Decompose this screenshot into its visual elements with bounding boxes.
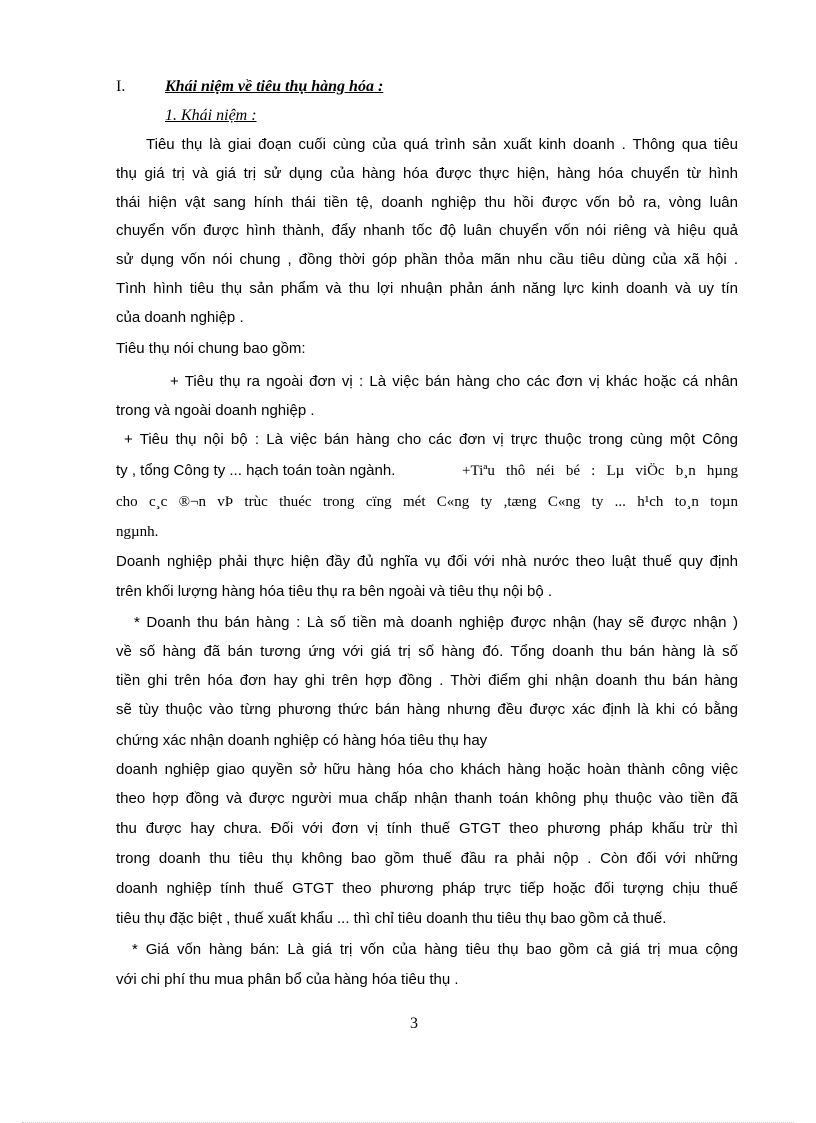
body-line: * Doanh thu bán hàng : Là số tiền mà doanh nghiệp được nhận (hay sẽ được nhận ) [134,614,738,631]
body-line: theo hợp đồng và được người mua chấp nhận thanh toán không phụ thuộc vào tiền đã [116,790,738,807]
body-line: với chi phí thu mua phân bổ của hàng hóa tiêu thụ . [116,971,459,988]
body-line: Tiêu thụ là giai đoạn cuối cùng của quá trình sản xuất kinh doanh . Thông qua tiêu [146,136,738,153]
body-line: sẽ tùy thuộc vào từng phương thức bán hàng nhưng đều được xác định là khi có bằng [116,701,738,718]
body-line: * Giá vốn hàng bán: Là giá trị vốn của hàng tiêu thụ bao gồm cả giá trị mua cộng [132,941,738,958]
body-line: chuyển vốn được hình thành, đẩy nhanh tốc độ luân chuyển vốn nói riêng và hiệu quả [116,222,738,239]
body-line: tiêu thụ đặc biệt , thuế xuất khẩu ... thì chỉ tiêu doanh thu tiêu thụ bao gồm cả thuế. [116,910,667,927]
body-line: thụ giá trị và giá trị sử dụng của hàng hóa được thực hiện, hàng hóa chuyển từ hình [116,165,738,182]
body-line: thái hiện vật sang hính thái tiền tệ, doanh nghiệp thu hồi được vốn bỏ ra, vòng luân [116,194,738,211]
section-title: Khái niệm về tiêu thụ hàng hóa : [165,78,384,95]
body-line: Tiêu thụ nói chung bao gồm: [116,340,306,357]
body-line: Doanh nghiệp phải thực hiện đầy đủ nghĩa vụ đối với nhà nước theo luật thuế quy định [116,553,738,570]
body-line: ty , tổng Công ty ... hạch toán toàn ngành. [116,462,396,479]
body-line: + Tiêu thụ nội bộ : Là việc bán hàng cho các đơn vị trực thuộc trong cùng một Công [124,431,738,448]
page-number: 3 [410,1015,418,1032]
subsection-title: 1. Khái niệm : [165,107,257,124]
body-line: tiền ghi trên hóa đơn hay ghi trên hợp đồng . Thời điểm ghi nhận doanh thu bán hàng [116,672,738,689]
body-line: trên khối lượng hàng hóa tiêu thụ ra bên ngoài và tiêu thụ nội bộ . [116,583,553,600]
body-line: chứng xác nhận doanh nghiệp có hàng hóa tiêu thụ hay [116,732,488,749]
body-line: + Tiêu thụ ra ngoài đơn vị : Là việc bán hàng cho các đơn vị khác hoặc cá nhân [170,373,738,390]
body-line: của doanh nghiệp . [116,309,244,326]
body-line-garbled: cho c¸c ®¬n vÞ trùc thuéc trong cïng mét C«ng ty ,tæng C«ng ty ... h¹ch to¸n toµn [116,494,738,510]
section-number: I. [116,78,126,95]
body-line: sử dụng vốn nói chung , đồng thời góp phần thỏa mãn nhu cầu tiêu dùng của xã hội . [116,251,738,268]
body-line: thu được hay chưa. Đối với đơn vị tính thuế GTGT theo phương pháp khấu trừ thì [116,820,738,837]
body-line: về số hàng đã bán tương ứng với giá trị số hàng đó. Tổng doanh thu bán hàng là số [116,643,738,660]
body-line-garbled: +Tiªu thô néi bé : Lµ viÖc b¸n hµng [462,463,738,479]
body-line: doanh nghiệp giao quyền sở hữu hàng hóa cho khách hàng hoặc hoàn thành công việc [116,761,738,778]
body-line: trong doanh thu tiêu thụ không bao gồm thuế đầu ra phải nộp . Còn đối với những [116,850,738,867]
body-line: doanh nghiệp tính thuế GTGT theo phương pháp trực tiếp hoặc đối tượng chịu thuế [116,880,738,897]
body-line-garbled: ngµnh. [116,524,159,540]
body-line: Tình hình tiêu thụ sản phẩm và thu lợi nhuận phản ánh năng lực kinh doanh và uy tín [116,280,738,297]
body-line: trong và ngoài doanh nghiệp . [116,402,315,419]
